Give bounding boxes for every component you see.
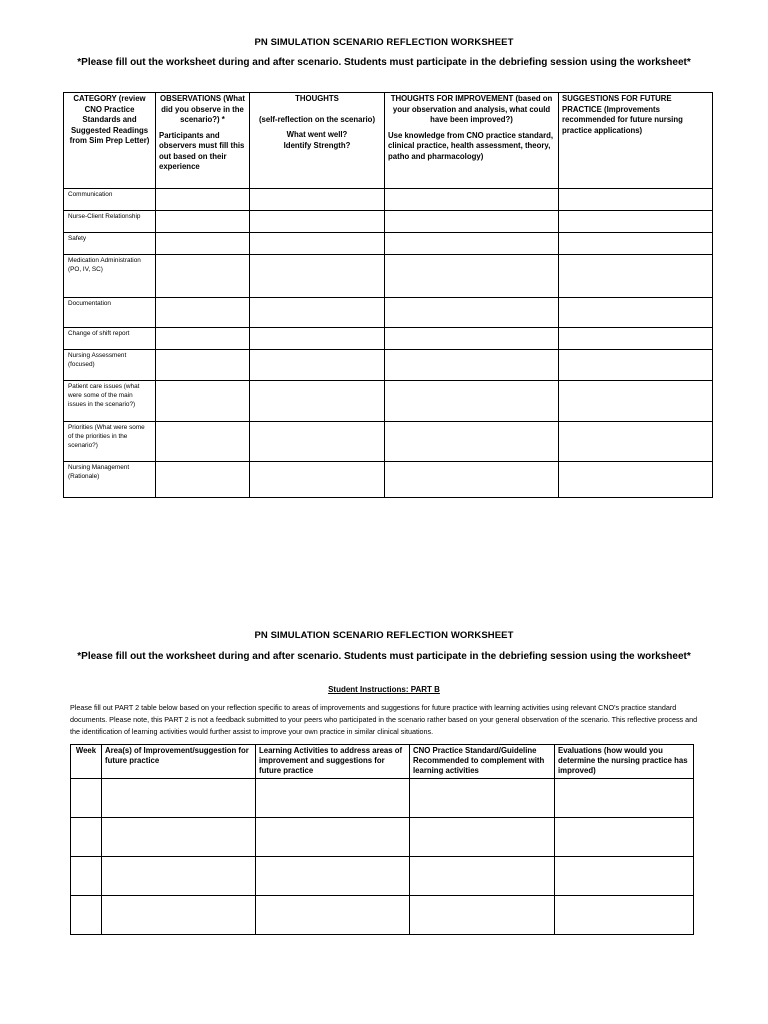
thoughts-cell[interactable] [250,189,385,211]
header-thoughts: THOUGHTS (self-reflection on the scenario) What went well? Identify Strength? [250,93,385,189]
improvement-cell[interactable] [385,298,559,328]
observation-cell[interactable] [156,328,250,350]
header-activities: Learning Activities to address areas of improvement and suggestions for future practice [256,745,410,779]
suggestion-cell[interactable] [559,255,713,298]
activities-cell[interactable] [256,857,410,896]
areas-cell[interactable] [102,896,256,935]
improvement-cell[interactable] [385,422,559,462]
suggestion-cell[interactable] [559,211,713,233]
worksheet-subtitle-part2: *Please fill out the worksheet during and after scenario. Students must participate in the debriefing session using the worksheet* [77,651,691,662]
category-cell: Nursing Management (Rationale) [64,462,156,498]
table-row [64,211,713,233]
category-cell: Patient care issues (what were some of the main issues in the scenario?) [64,381,156,422]
observation-cell[interactable] [156,211,250,233]
activities-cell[interactable] [256,818,410,857]
suggestion-cell[interactable] [559,189,713,211]
header-suggestions: SUGGESTIONS FOR FUTURE PRACTICE (Improvements recommended for future nursing practice applications) [559,93,713,189]
thoughts-cell[interactable] [250,381,385,422]
improvement-cell[interactable] [385,233,559,255]
week-cell[interactable] [71,896,102,935]
suggestion-cell[interactable] [559,462,713,498]
improvement-table [70,744,694,935]
improvement-cell[interactable] [385,255,559,298]
header-category: CATEGORY (review CNO Practice Standards and Suggested Readings from Sim Prep Letter) [64,93,156,189]
header-improvement: THOUGHTS FOR IMPROVEMENT (based on your observation and analysis, what could have been improved?) Use knowledge from CNO practice standard, clinical practice, health assessment, theory, patho and pharmacology) [385,93,559,189]
cno-cell[interactable] [410,857,555,896]
improvement-cell[interactable] [385,328,559,350]
table-row [64,462,713,498]
category-cell: Communication [64,189,156,211]
thoughts-cell[interactable] [250,233,385,255]
suggestion-cell[interactable] [559,328,713,350]
category-cell: Safety [64,233,156,255]
thoughts-cell[interactable] [250,462,385,498]
instructions-heading: Student Instructions: PART B [328,685,440,694]
table-row [71,857,694,896]
table-row [71,779,694,818]
category-cell: Change of shift report [64,328,156,350]
observation-cell[interactable] [156,298,250,328]
instructions-body: Please fill out PART 2 table below based on your reflection specific to areas of improvements and suggestions for future practice with learning activities using relevant CNO's practice standard documents. Please note, this PART 2 is not a feedback submitted to your peers who participated in the scenario rather based on your general observation of the scenario. This reflective process and the identification of learning activities would further assist to improve your own practice in similar clinical situations. [70,703,698,737]
worksheet-title-part2: PN SIMULATION SCENARIO REFLECTION WORKSHEET [254,630,514,641]
observation-cell[interactable] [156,189,250,211]
evaluation-cell[interactable] [555,857,694,896]
observation-cell[interactable] [156,422,250,462]
category-cell: Nurse-Client Relationship [64,211,156,233]
table-row [64,255,713,298]
improvement-cell[interactable] [385,189,559,211]
week-cell[interactable] [71,857,102,896]
evaluation-cell[interactable] [555,896,694,935]
suggestion-cell[interactable] [559,350,713,381]
thoughts-cell[interactable] [250,211,385,233]
header-week: Week [71,745,102,779]
improvement-cell[interactable] [385,381,559,422]
category-cell: Priorities (What were some of the priorities in the scenario?) [64,422,156,462]
improvement-cell[interactable] [385,211,559,233]
observation-cell[interactable] [156,462,250,498]
table-row [71,818,694,857]
reflection-table [63,92,713,498]
thoughts-cell[interactable] [250,255,385,298]
table-row [64,422,713,462]
table-row [64,233,713,255]
observation-cell[interactable] [156,255,250,298]
table-row [64,298,713,328]
thoughts-cell[interactable] [250,328,385,350]
observation-cell[interactable] [156,233,250,255]
worksheet-title: PN SIMULATION SCENARIO REFLECTION WORKSHEET [254,37,514,48]
areas-cell[interactable] [102,818,256,857]
suggestion-cell[interactable] [559,233,713,255]
category-cell: Documentation [64,298,156,328]
improvement-cell[interactable] [385,350,559,381]
activities-cell[interactable] [256,779,410,818]
suggestion-cell[interactable] [559,422,713,462]
activities-cell[interactable] [256,896,410,935]
improvement-cell[interactable] [385,462,559,498]
thoughts-cell[interactable] [250,298,385,328]
observation-cell[interactable] [156,350,250,381]
table-row [64,328,713,350]
header-cno: CNO Practice Standard/Guideline Recommended to complement with learning activities [410,745,555,779]
cno-cell[interactable] [410,779,555,818]
category-cell: Medication Administration (PO, IV, SC) [64,255,156,298]
header-evaluations: Evaluations (how would you determine the nursing practice has improved) [555,745,694,779]
areas-cell[interactable] [102,779,256,818]
category-cell: Nursing Assessment (focused) [64,350,156,381]
thoughts-cell[interactable] [250,350,385,381]
week-cell[interactable] [71,818,102,857]
table-row [71,896,694,935]
header-observations: OBSERVATIONS (What did you observe in the scenario?) * Participants and observers must fill this out based on their experience [156,93,250,189]
observation-cell[interactable] [156,381,250,422]
suggestion-cell[interactable] [559,381,713,422]
evaluation-cell[interactable] [555,818,694,857]
cno-cell[interactable] [410,896,555,935]
suggestion-cell[interactable] [559,298,713,328]
areas-cell[interactable] [102,857,256,896]
table-row [64,189,713,211]
thoughts-cell[interactable] [250,422,385,462]
table-row [64,381,713,422]
evaluation-cell[interactable] [555,779,694,818]
header-areas: Area(s) of Improvement/suggestion for future practice [102,745,256,779]
week-cell[interactable] [71,779,102,818]
worksheet-subtitle: *Please fill out the worksheet during and after scenario. Students must participate in the debriefing session using the worksheet* [77,57,691,68]
table-row [64,350,713,381]
cno-cell[interactable] [410,818,555,857]
